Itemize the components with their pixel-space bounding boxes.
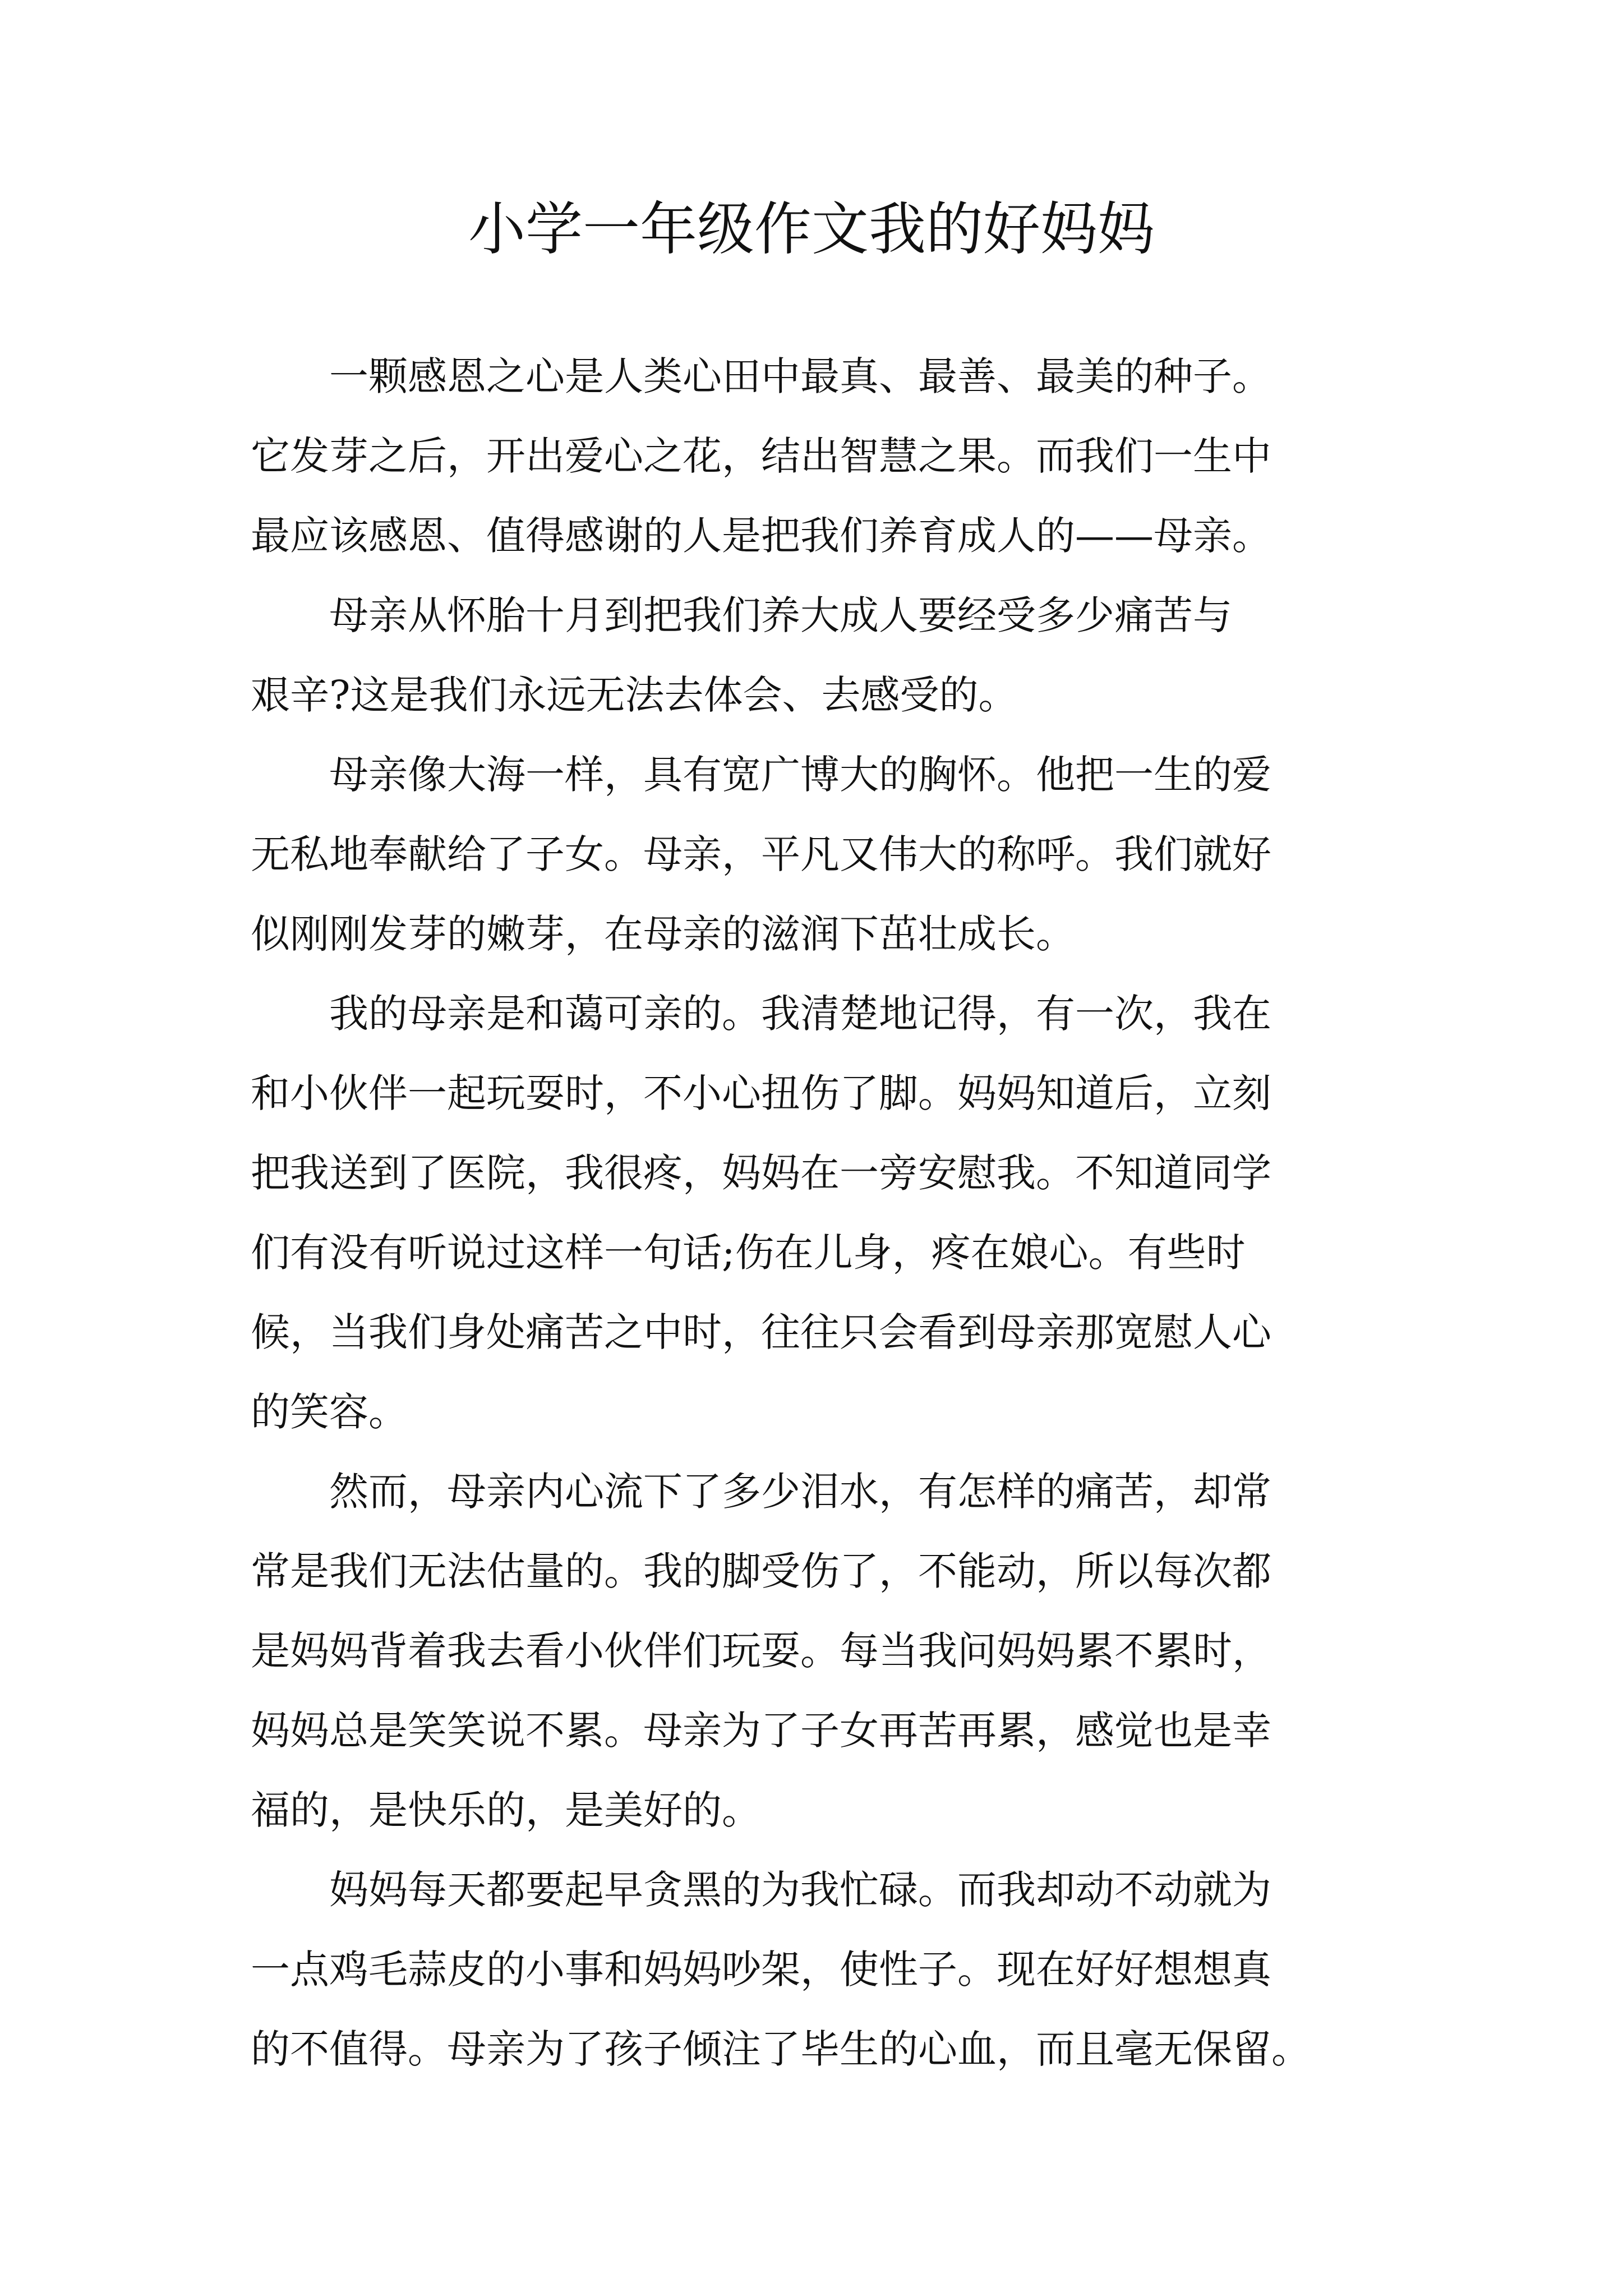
paragraph-line: 一点鸡毛蒜皮的小事和妈妈吵架，使性子。现在好好想想真 bbox=[251, 1947, 1271, 1993]
paragraph-line: 母亲像大海一样，具有宽广博大的胸怀。他把一生的爱 bbox=[329, 752, 1271, 798]
paragraph-line: 无私地奉献给了子女。母亲，平凡又伟大的称呼。我们就好 bbox=[251, 831, 1271, 877]
paragraph-line: 的笑容。 bbox=[251, 1389, 408, 1435]
paragraph-line: 是妈妈背着我去看小伙伴们玩耍。每当我问妈妈累不累时， bbox=[251, 1628, 1271, 1674]
paragraph-line: 我的母亲是和蔼可亲的。我清楚地记得，有一次，我在 bbox=[329, 991, 1271, 1037]
paragraph-line: 然而，母亲内心流下了多少泪水，有怎样的痛苦，却常 bbox=[329, 1469, 1271, 1515]
paragraph-line: 妈妈每天都要起早贪黑的为我忙碌。而我却动不动就为 bbox=[329, 1867, 1271, 1913]
paragraph-2 bbox=[251, 576, 1389, 735]
paragraph-6 bbox=[251, 1850, 1389, 2089]
paragraph-1 bbox=[251, 337, 1389, 576]
paragraph-line: 把我送到了医院，我很疼，妈妈在一旁安慰我。不知道同学 bbox=[251, 1150, 1271, 1196]
paragraph-line: 一颗感恩之心是人类心田中最真、最善、最美的种子。 bbox=[329, 353, 1271, 399]
document-body bbox=[251, 337, 1389, 2089]
paragraph-line: 母亲从怀胎十月到把我们养大成人要经受多少痛苦与 bbox=[329, 592, 1232, 638]
paragraph-3 bbox=[251, 735, 1389, 974]
paragraph-line: 它发芽之后，开出爱心之花，结出智慧之果。而我们一生中 bbox=[251, 433, 1271, 479]
paragraph-line: 艰辛?这是我们永远无法去体会、去感受的。 bbox=[251, 672, 1018, 718]
paragraph-4 bbox=[251, 974, 1389, 1452]
paragraph-5 bbox=[251, 1452, 1389, 1850]
paragraph-line: 候，当我们身处痛苦之中时，往往只会看到母亲那宽慰人心 bbox=[251, 1309, 1271, 1355]
paragraph-line: 们有没有听说过这样一句话;伤在儿身，疼在娘心。有些时 bbox=[251, 1230, 1246, 1276]
paragraph-line: 常是我们无法估量的。我的脚受伤了，不能动，所以每次都 bbox=[251, 1548, 1271, 1594]
paragraph-line: 妈妈总是笑笑说不累。母亲为了子女再苦再累，感觉也是幸 bbox=[251, 1708, 1271, 1754]
paragraph-line: 福的，是快乐的，是美好的。 bbox=[251, 1787, 761, 1833]
paragraph-line: 的不值得。母亲为了孩子倾注了毕生的心血，而且毫无保留。 bbox=[251, 2026, 1311, 2072]
paragraph-line: 和小伙伴一起玩耍时，不小心扭伤了脚。妈妈知道后，立刻 bbox=[251, 1070, 1271, 1116]
document-title: 小学一年级作文我的好妈妈 bbox=[468, 196, 1155, 263]
paragraph-line: 最应该感恩、值得感谢的人是把我们养育成人的——母亲。 bbox=[251, 513, 1271, 559]
paragraph-line: 似刚刚发芽的嫩芽，在母亲的滋润下茁壮成长。 bbox=[251, 911, 1075, 957]
